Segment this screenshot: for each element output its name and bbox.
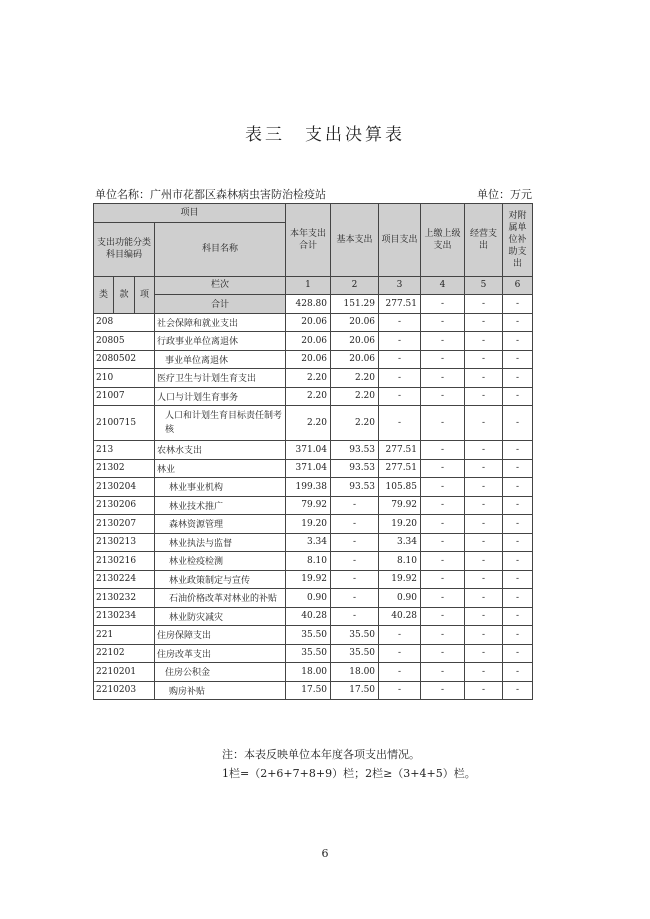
table-row [94,626,533,645]
row-name: 农林水支出 [155,441,286,460]
row-code: 213 [94,441,155,460]
row-c6: - [503,515,533,534]
row-c5: - [465,406,503,441]
row-c3: - [379,644,421,663]
row-c2: - [331,496,379,515]
row-name: 林业政策制定与宣传 [155,570,286,589]
row-c1: 2.20 [286,387,331,406]
row-code: 208 [94,313,155,332]
row-code: 221 [94,626,155,645]
row-c3: - [379,406,421,441]
total-c3: 277.51 [379,295,421,314]
row-c5: - [465,589,503,608]
row-c4: - [421,626,465,645]
row-name: 林业执法与监督 [155,533,286,552]
row-c5: - [465,332,503,351]
row-c2: - [331,515,379,534]
row-name: 住房公积金 [155,663,286,682]
table-row [94,406,533,441]
row-c6: - [503,589,533,608]
row-c6: - [503,332,533,351]
row-c4: - [421,478,465,497]
row-c2: - [331,533,379,552]
row-c2: - [331,589,379,608]
table-row [94,459,533,478]
row-c1: 20.06 [286,332,331,351]
header-xiang: 项 [135,276,155,313]
row-c5: - [465,496,503,515]
row-name: 住房保障支出 [155,626,286,645]
table-row [94,533,533,552]
row-c2: - [331,570,379,589]
row-c4: - [421,369,465,388]
row-c5: - [465,350,503,369]
row-name: 行政事业单位离退休 [155,332,286,351]
row-c6: - [503,441,533,460]
header-func-code: 支出功能分类科目编码 [94,222,155,276]
row-c4: - [421,496,465,515]
row-code: 21302 [94,459,155,478]
row-code: 2130224 [94,570,155,589]
page-number: 6 [321,847,329,860]
table-row [94,589,533,608]
row-c3: - [379,663,421,682]
row-code: 2130232 [94,589,155,608]
table-row [94,478,533,497]
row-name: 林业 [155,459,286,478]
row-c3: 40.28 [379,607,421,626]
row-code: 21007 [94,387,155,406]
row-code: 2130234 [94,607,155,626]
row-c1: 19.20 [286,515,331,534]
table-row [94,570,533,589]
row-c4: - [421,607,465,626]
row-c1: 20.06 [286,350,331,369]
row-code: 2130206 [94,496,155,515]
row-c4: - [421,644,465,663]
row-c1: 18.00 [286,663,331,682]
row-c2: 93.53 [331,441,379,460]
row-code: 2100715 [94,406,155,441]
row-c4: - [421,350,465,369]
row-c1: 20.06 [286,313,331,332]
row-c3: 0.90 [379,589,421,608]
row-c2: 35.50 [331,626,379,645]
header-kuan: 款 [114,276,135,313]
row-c4: - [421,570,465,589]
row-c3: 277.51 [379,441,421,460]
row-name: 住房改革支出 [155,644,286,663]
table-notes [222,745,476,783]
row-c1: 35.50 [286,644,331,663]
table-row [94,313,533,332]
header-col-1: 本年支出合计 [286,204,331,277]
total-label: 合计 [155,295,286,314]
row-c6: - [503,663,533,682]
row-c1: 371.04 [286,459,331,478]
row-name: 人口和计划生育目标责任制考核 [155,406,286,441]
row-c5: - [465,644,503,663]
col-num-3: 3 [379,276,421,295]
table-row [94,496,533,515]
total-c6: - [503,295,533,314]
table-row [94,332,533,351]
row-c2: 93.53 [331,459,379,478]
header-col-2: 基本支出 [331,204,379,277]
row-c3: - [379,626,421,645]
table-row [94,681,533,700]
row-c3: - [379,332,421,351]
row-name: 社会保障和就业支出 [155,313,286,332]
row-code: 2080502 [94,350,155,369]
row-c5: - [465,607,503,626]
row-c5: - [465,387,503,406]
row-c1: 371.04 [286,441,331,460]
row-c5: - [465,570,503,589]
total-c5: - [465,295,503,314]
header-row-label: 栏次 [155,276,286,295]
header-class: 类 [94,276,114,313]
row-c3: - [379,369,421,388]
unit-measure: 单位：万元 [477,188,532,201]
row-c5: - [465,515,503,534]
row-c4: - [421,663,465,682]
table-row [94,663,533,682]
header-project: 项目 [94,204,286,223]
total-c2: 151.29 [331,295,379,314]
row-name: 事业单位离退休 [155,350,286,369]
row-c2: 18.00 [331,663,379,682]
row-c2: 20.06 [331,350,379,369]
row-c6: - [503,350,533,369]
row-c6: - [503,681,533,700]
table-row [94,441,533,460]
note-line-1: 注：本表反映单位本年度各项支出情况。 [222,748,420,761]
row-c3: 105.85 [379,478,421,497]
row-c6: - [503,533,533,552]
row-code: 210 [94,369,155,388]
row-c6: - [503,369,533,388]
table-row [94,515,533,534]
row-code: 2130204 [94,478,155,497]
row-name: 林业事业机构 [155,478,286,497]
row-c3: 19.20 [379,515,421,534]
expenditure-table [93,203,533,700]
row-c4: - [421,589,465,608]
row-c1: 79.92 [286,496,331,515]
header-col-5: 经营支出 [465,204,503,277]
col-num-5: 5 [465,276,503,295]
row-name: 人口与计划生育事务 [155,387,286,406]
total-c1: 428.80 [286,295,331,314]
row-code: 2210203 [94,681,155,700]
row-c2: 2.20 [331,369,379,388]
row-c5: - [465,369,503,388]
row-c6: - [503,552,533,571]
header-col-3: 项目支出 [379,204,421,277]
row-c5: - [465,533,503,552]
row-c4: - [421,441,465,460]
row-code: 22102 [94,644,155,663]
row-c4: - [421,332,465,351]
row-c4: - [421,533,465,552]
row-c6: - [503,496,533,515]
row-c6: - [503,459,533,478]
table-row [94,387,533,406]
row-c5: - [465,459,503,478]
row-c5: - [465,626,503,645]
table-row [94,607,533,626]
col-num-4: 4 [421,276,465,295]
row-c1: 19.92 [286,570,331,589]
row-name: 林业检疫检测 [155,552,286,571]
header-col-6: 对附属单位补助支出 [503,204,533,277]
row-c3: 19.92 [379,570,421,589]
row-c1: 40.28 [286,607,331,626]
row-c4: - [421,681,465,700]
row-c4: - [421,515,465,534]
row-c5: - [465,441,503,460]
row-c4: - [421,459,465,478]
row-c3: - [379,681,421,700]
row-c6: - [503,570,533,589]
header-row-1 [94,204,533,223]
table-row [94,644,533,663]
total-c4: - [421,295,465,314]
row-c2: 2.20 [331,387,379,406]
row-c5: - [465,681,503,700]
row-c3: 3.34 [379,533,421,552]
row-c2: 35.50 [331,644,379,663]
row-code: 2130216 [94,552,155,571]
row-name: 森林资源管理 [155,515,286,534]
row-c3: 277.51 [379,459,421,478]
row-code: 2210201 [94,663,155,682]
row-c4: - [421,552,465,571]
row-c2: 93.53 [331,478,379,497]
row-c6: - [503,644,533,663]
row-c1: 3.34 [286,533,331,552]
row-c1: 2.20 [286,406,331,441]
header-row-4 [94,276,533,295]
table-row [94,369,533,388]
row-c1: 199.38 [286,478,331,497]
row-name: 石油价格改革对林业的补贴 [155,589,286,608]
row-c6: - [503,478,533,497]
table-row [94,350,533,369]
row-c4: - [421,406,465,441]
row-name: 购房补贴 [155,681,286,700]
row-c6: - [503,313,533,332]
row-c3: - [379,313,421,332]
row-c1: 35.50 [286,626,331,645]
row-code: 2130207 [94,515,155,534]
total-row [94,295,533,314]
header-col-4: 上缴上级支出 [421,204,465,277]
row-c6: - [503,387,533,406]
row-c4: - [421,387,465,406]
row-c3: - [379,387,421,406]
row-c2: - [331,607,379,626]
table-row [94,552,533,571]
row-name: 林业技术推广 [155,496,286,515]
row-c1: 8.10 [286,552,331,571]
row-c4: - [421,313,465,332]
row-name: 医疗卫生与计划生育支出 [155,369,286,388]
row-c5: - [465,663,503,682]
col-num-6: 6 [503,276,533,295]
row-c1: 0.90 [286,589,331,608]
note-line-2: 1栏=（2+6+7+8+9）栏；2栏≥（3+4+5）栏。 [222,767,476,780]
row-c1: 17.50 [286,681,331,700]
row-code: 20805 [94,332,155,351]
row-c5: - [465,552,503,571]
row-c1: 2.20 [286,369,331,388]
row-c3: 8.10 [379,552,421,571]
row-c6: - [503,406,533,441]
row-c5: - [465,313,503,332]
row-c2: 17.50 [331,681,379,700]
row-c3: - [379,350,421,369]
header-subject-name: 科目名称 [155,222,286,276]
row-name: 林业防灾减灾 [155,607,286,626]
row-c5: - [465,478,503,497]
row-c2: 2.20 [331,406,379,441]
row-code: 2130213 [94,533,155,552]
row-c3: 79.92 [379,496,421,515]
row-c6: - [503,626,533,645]
row-c2: 20.06 [331,332,379,351]
col-num-1: 1 [286,276,331,295]
unit-name: 单位名称：广州市花都区森林病虫害防治检疫站 [95,188,326,201]
row-c2: 20.06 [331,313,379,332]
row-c2: - [331,552,379,571]
page-title: 表三 支出决算表 [245,125,405,145]
row-c6: - [503,607,533,626]
col-num-2: 2 [331,276,379,295]
